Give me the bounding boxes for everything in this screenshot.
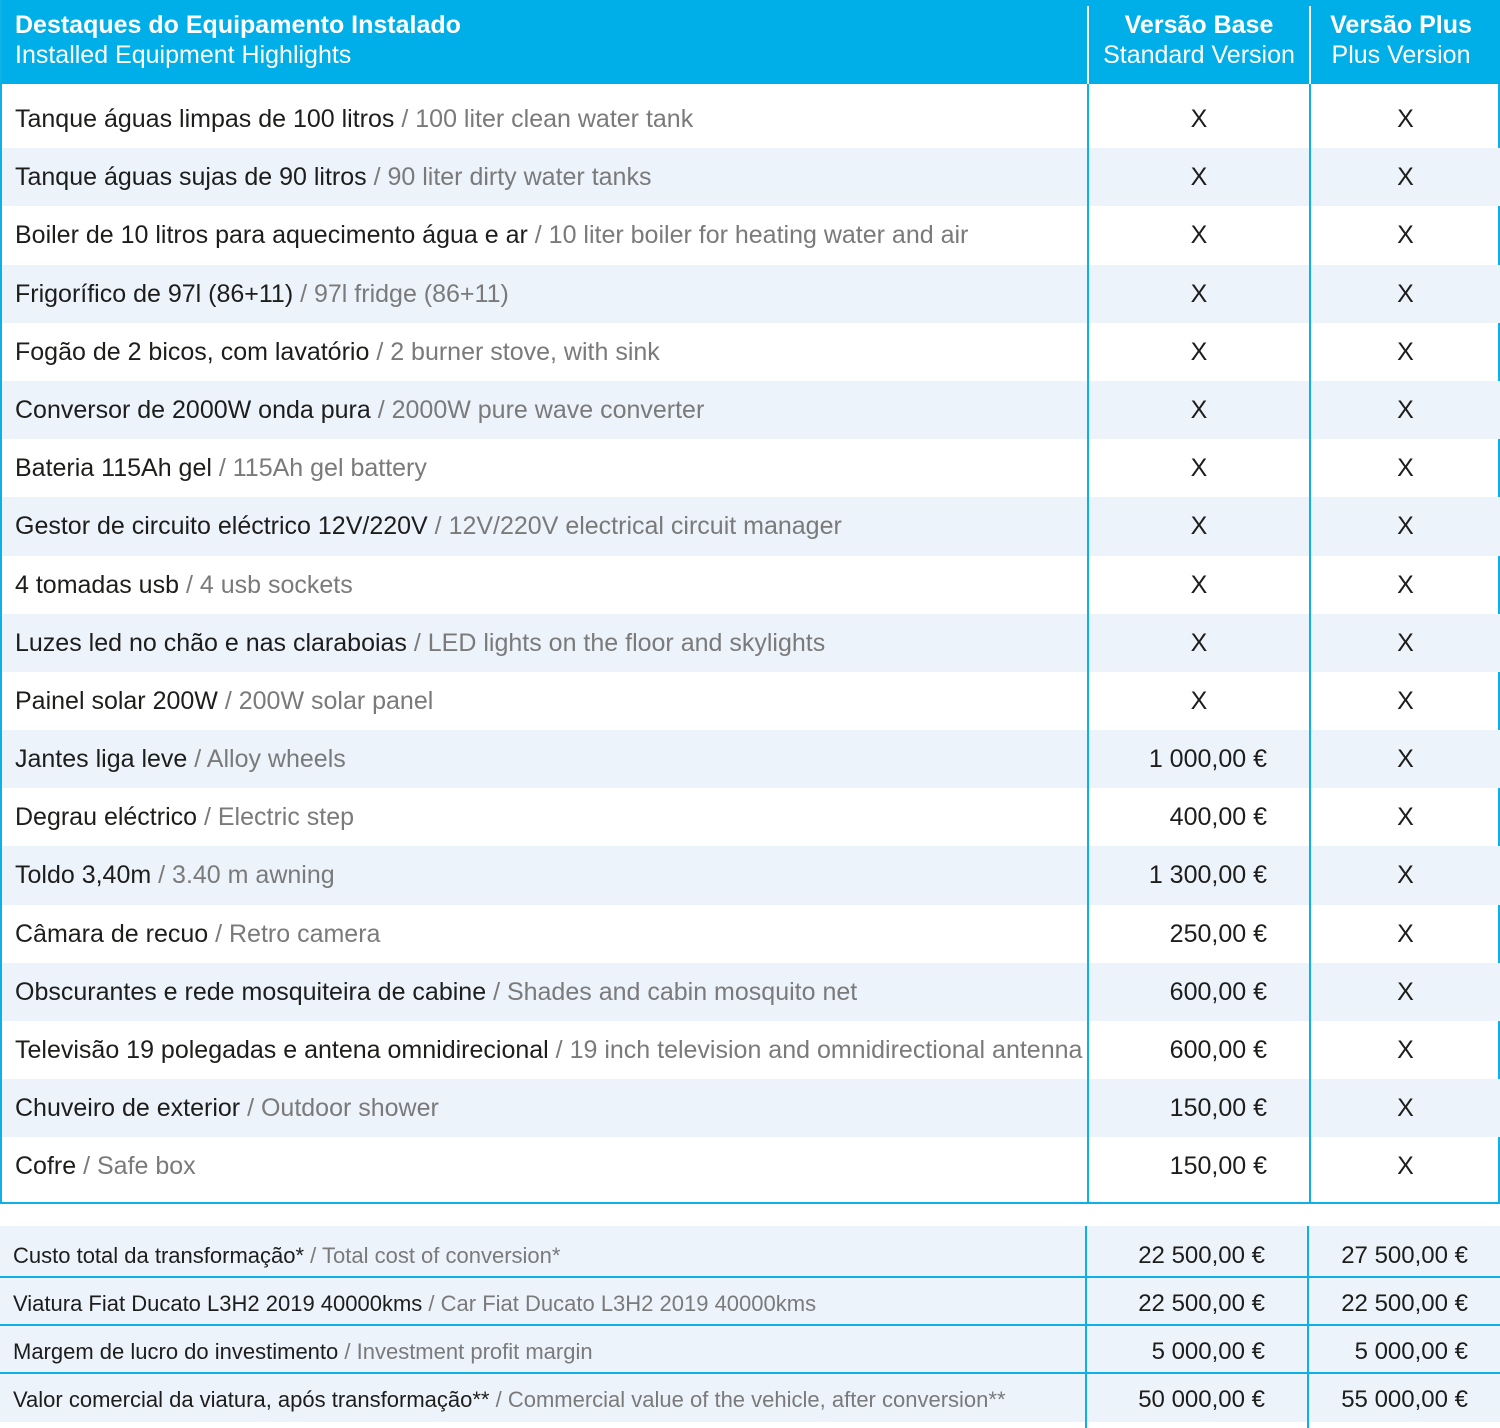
row-label [15,265,509,323]
row-base-value: 400,00 € [1169,803,1267,832]
table-row [2,1079,1500,1137]
row-plus-value: X [1397,221,1414,250]
table-row [2,323,1500,381]
row-label [15,1021,1082,1079]
row-label-pt: Bateria 115Ah gel [15,454,212,483]
row-label-pt: Toldo 3,40m [15,861,152,890]
row-label [15,846,335,904]
header-equipment [15,10,461,94]
row-plus-value: X [1397,337,1414,366]
row-label [15,614,825,672]
summary-label-en: / Investment profit margin [344,1339,593,1364]
row-plus-value: X [1397,454,1414,483]
row-label [15,556,353,614]
row-label-en: / 10 liter boiler for heating water and air [534,221,969,250]
row-base-value: X [1190,628,1208,657]
summary-divider-base [1085,1226,1087,1428]
row-base-value: X [1190,279,1208,308]
row-plus-value: X [1397,628,1414,657]
row-plus-value: X [1397,512,1414,541]
column-divider-plus [1309,84,1311,1204]
summary-label-pt: Custo total da transformação* [13,1243,305,1268]
row-plus-value: X [1397,105,1414,133]
row-label-en: / Outdoor shower [247,1094,439,1123]
row-label [15,381,704,439]
table-row [2,497,1500,555]
summary-plus-value: 22 500,00 € [1341,1290,1468,1317]
summary-label-pt: Valor comercial da viatura, após transformação** [13,1387,490,1412]
header-equipment-pt: Destaques do Equipamento Instalado [15,11,461,39]
row-label-pt: Tanque águas limpas de 100 litros [15,105,395,133]
summary-row [0,1374,1500,1422]
table-row [2,614,1500,672]
row-base-value: X [1190,105,1208,133]
table-row [2,439,1500,497]
row-label-pt: Luzes led no chão e nas claraboias [15,628,407,657]
header-plus-version [1311,10,1491,94]
row-label-en: / LED lights on the floor and skylights [413,628,826,657]
row-label-pt: Degrau eléctrico [15,803,198,832]
row-base-value: X [1190,570,1208,599]
row-label [15,963,857,1021]
summary-base-value: 50 000,00 € [1138,1386,1265,1413]
row-label-en: / 90 liter dirty water tanks [373,163,652,192]
row-label-en: / 115Ah gel battery [218,454,427,483]
summary-plus-value: 27 500,00 € [1341,1242,1468,1269]
row-label [15,439,427,497]
row-label-en: / 19 inch television and omnidirectional antenna [555,1036,1083,1064]
row-label-en: / Electric step [203,803,355,832]
column-divider-base [1087,84,1089,1204]
table-row [2,788,1500,846]
summary-row [0,1226,1500,1278]
row-label-en: / 97l fridge (86+11) [300,279,509,308]
row-plus-value: X [1397,163,1414,192]
row-label-en: / 2000W pure wave converter [377,395,705,424]
summary-base-value: 5 000,00 € [1151,1338,1265,1365]
table-row [2,730,1500,788]
row-label-en: / 100 liter clean water tank [401,105,694,133]
header-base-pt: Versão Base [1124,11,1274,39]
equipment-rows [2,90,1500,1196]
row-label [15,905,380,963]
row-label [15,323,660,381]
row-label [15,1079,439,1137]
summary-label-en: / Commercial value of the vehicle, after conversion** [495,1387,1006,1412]
row-label-en: / 12V/220V electrical circuit manager [434,512,842,541]
row-base-value: X [1190,686,1208,715]
summary-plus-value: 5 000,00 € [1354,1338,1468,1365]
row-label-pt: Frigorífico de 97l (86+11) [15,279,294,308]
summary-label [13,1278,816,1326]
summary-rows [0,1226,1500,1422]
summary-label [13,1326,593,1374]
summary-base-value: 22 500,00 € [1138,1242,1265,1269]
row-plus-value: X [1397,861,1414,890]
row-base-value: X [1190,512,1208,541]
table-row [2,846,1500,904]
summary-label [13,1374,1006,1422]
summary-row [0,1326,1500,1374]
row-label [15,672,433,730]
row-label [15,206,968,264]
row-base-value: 150,00 € [1169,1094,1267,1123]
header-base-en: Standard Version [1103,41,1295,69]
row-plus-value: X [1397,395,1414,424]
row-base-value: X [1190,395,1208,424]
table-row [2,381,1500,439]
row-label-pt: Chuveiro de exterior [15,1094,241,1123]
row-label-en: / Safe box [83,1152,196,1181]
row-label [15,788,354,846]
table-row [2,1021,1500,1079]
summary-base-value: 22 500,00 € [1138,1290,1265,1317]
row-plus-value: X [1397,570,1414,599]
summary-label-pt: Viatura Fiat Ducato L3H2 2019 40000kms [13,1291,423,1316]
row-label-pt: Fogão de 2 bicos, com lavatório [15,337,370,366]
header-plus-en: Plus Version [1331,41,1471,69]
summary-table [0,1226,1500,1428]
row-base-value: 150,00 € [1169,1152,1267,1181]
summary-label-en: / Total cost of conversion* [310,1243,561,1268]
row-base-value: X [1190,454,1208,483]
row-plus-value: X [1397,279,1414,308]
row-label-pt: Conversor de 2000W onda pura [15,395,371,424]
table-row [2,265,1500,323]
summary-row [0,1278,1500,1326]
table-row [2,905,1500,963]
row-label-pt: Câmara de recuo [15,919,209,948]
row-label-en: / 3.40 m awning [158,861,335,890]
summary-label [13,1226,560,1274]
row-label-pt: 4 tomadas usb [15,570,179,599]
row-label-pt: Tanque águas sujas de 90 litros [15,163,367,192]
table-row [2,556,1500,614]
row-base-value: X [1190,337,1208,366]
header-base-version [1089,10,1309,94]
row-plus-value: X [1397,919,1414,948]
row-plus-value: X [1397,977,1414,1006]
row-label [15,90,693,148]
row-base-value: 1 000,00 € [1148,745,1267,774]
row-label-pt: Obscurantes e rede mosquiteira de cabine [15,977,487,1006]
row-plus-value: X [1397,745,1414,774]
row-plus-value: X [1397,803,1414,832]
row-plus-value: X [1397,686,1414,715]
header-equipment-en: Installed Equipment Highlights [15,41,352,69]
row-label [15,148,651,206]
row-label-pt: Boiler de 10 litros para aquecimento água e ar [15,221,528,250]
table-header [2,0,1500,84]
row-plus-value: X [1397,1094,1414,1123]
table-row [2,963,1500,1021]
table-row [2,206,1500,264]
row-label-en: / Alloy wheels [194,745,346,774]
row-plus-value: X [1397,1152,1414,1181]
row-label-en: / 2 burner stove, with sink [376,337,660,366]
row-label [15,1137,196,1195]
row-label-en: / Shades and cabin mosquito net [493,977,858,1006]
row-label-pt: Jantes liga leve [15,745,188,774]
row-label-en: / 4 usb sockets [185,570,353,599]
row-base-value: 250,00 € [1169,919,1267,948]
row-label-pt: Painel solar 200W [15,686,218,715]
row-base-value: X [1190,163,1208,192]
summary-divider-plus [1307,1226,1309,1428]
summary-label-en: / Car Fiat Ducato L3H2 2019 40000kms [428,1291,817,1316]
row-base-value: 600,00 € [1169,977,1267,1006]
table-row [2,1137,1500,1195]
row-label [15,730,346,788]
row-label [15,497,842,555]
table-row [2,148,1500,206]
row-label-pt: Televisão 19 polegadas e antena omnidirecional [15,1036,549,1064]
row-label-pt: Gestor de circuito eléctrico 12V/220V [15,512,428,541]
table-row [2,90,1500,148]
row-label-en: / Retro camera [215,919,381,948]
row-base-value: 600,00 € [1169,1036,1267,1064]
row-plus-value: X [1397,1036,1414,1064]
summary-label-pt: Margem de lucro do investimento [13,1339,339,1364]
row-label-en: / 200W solar panel [224,686,434,715]
row-label-pt: Cofre [15,1152,77,1181]
table-row [2,672,1500,730]
row-base-value: 1 300,00 € [1148,861,1267,890]
header-plus-pt: Versão Plus [1330,11,1472,39]
row-base-value: X [1190,221,1208,250]
summary-plus-value: 55 000,00 € [1341,1386,1468,1413]
